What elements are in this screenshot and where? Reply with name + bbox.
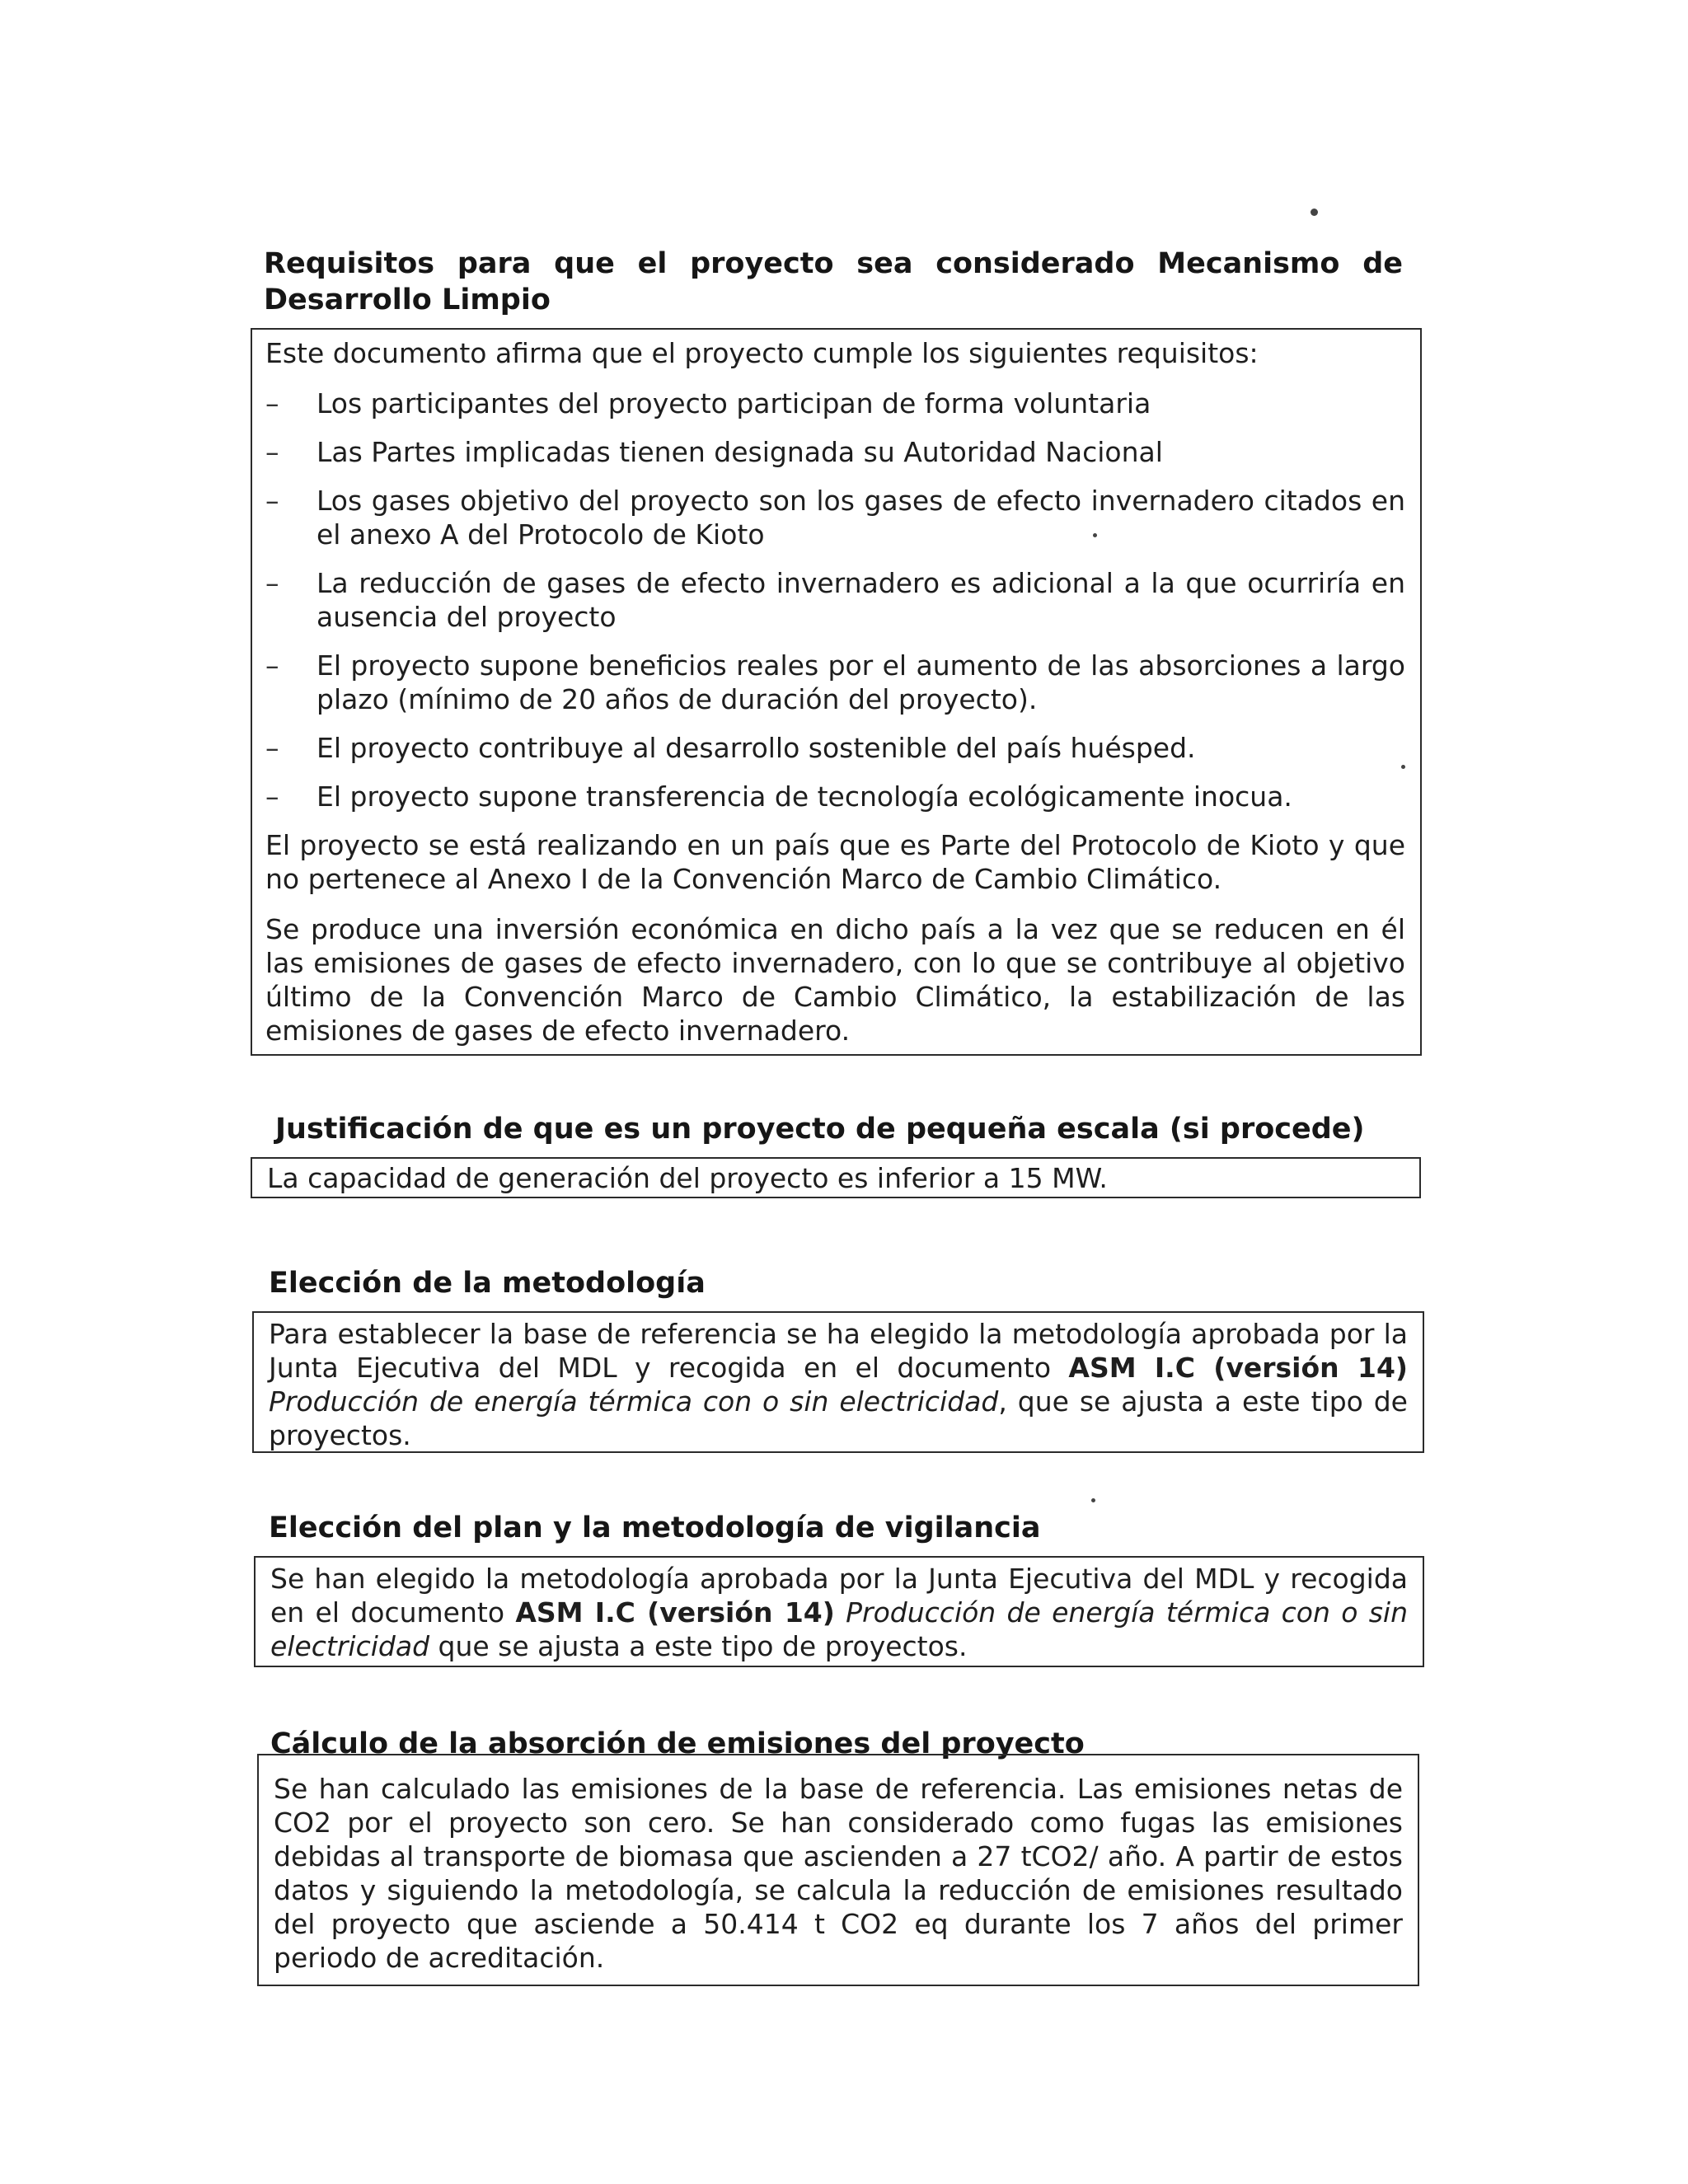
list-item [265, 731, 1405, 765]
dash-bullet: – [265, 485, 279, 517]
metodologia-title-italic: Producción de energía térmica con o sin electricidad [269, 1385, 999, 1418]
list-item [265, 387, 1405, 420]
vigilancia-reference: ASM I.C (versión 14) [515, 1596, 835, 1629]
list-item-text: El proyecto supone transferencia de tecnología ecológicamente inocua. [316, 780, 1292, 813]
vigilancia-title-italic: Producción de energía térmica con o sin electricidad [270, 1596, 1408, 1662]
section-title-requisitos: Requisitos para que el proyecto sea considerado Mecanismo de Desarrollo Limpio [264, 247, 1403, 316]
list-item [265, 484, 1405, 551]
list-item [265, 780, 1405, 813]
requisitos-paragraph-2: Se produce una inversión económica en dicho país a la vez que se reducen en él las emisiones de gases de efecto invernadero, con lo que se contribuye al objetivo último de la Convención Marco de Cambio Climático, la estabilización de las emisiones de gases de efecto invernadero. [265, 913, 1405, 1047]
dash-bullet: – [265, 732, 279, 764]
list-item-text: La reducción de gases de efecto invernadero es adicional a la que ocurriría en ausencia del proyecto [316, 567, 1405, 633]
scan-speck [1311, 209, 1318, 216]
metodologia-text [269, 1317, 1408, 1452]
metodologia-text-after: , que se ajusta a este tipo de proyectos. [269, 1385, 1408, 1451]
dash-bullet: – [265, 387, 279, 419]
vigilancia-text [270, 1562, 1408, 1663]
requisitos-list [265, 387, 1405, 813]
justificacion-text: La capacidad de generación del proyecto es inferior a 15 MW. [267, 1162, 1108, 1194]
scan-speck [1091, 1498, 1095, 1502]
section-title-justificacion: Justificación de que es un proyecto de pequeña escala (si procede) [275, 1113, 1365, 1146]
vigilancia-text-after: que se ajusta a este tipo de proyectos. [429, 1630, 968, 1662]
section-title-vigilancia: Elección del plan y la metodología de vigilancia [269, 1511, 1041, 1544]
vigilancia-box [254, 1556, 1424, 1667]
list-item-text: Los participantes del proyecto participan de forma voluntaria [316, 387, 1151, 419]
justificacion-box [251, 1157, 1421, 1198]
calculo-box [257, 1754, 1419, 1986]
dash-bullet: – [265, 436, 279, 468]
list-item [265, 649, 1405, 716]
list-item-text: El proyecto contribuye al desarrollo sostenible del país huésped. [316, 732, 1196, 764]
metodologia-reference: ASM I.C (versión 14) [1068, 1352, 1408, 1384]
vigilancia-text-before: Se han elegido la metodología aprobada por la Junta Ejecutiva del MDL y recogida en el documento [270, 1563, 1408, 1629]
metodologia-text-before: Para establecer la base de referencia se ha elegido la metodología aprobada por la Junta Ejecutiva del MDL y recogida en el documento [269, 1318, 1408, 1384]
section-title-calculo: Cálculo de la absorción de emisiones del proyecto [270, 1727, 1085, 1760]
dash-bullet: – [265, 567, 279, 599]
calculo-text: Se han calculado las emisiones de la base de referencia. Las emisiones netas de CO2 por el proyecto son cero. Se han considerado como fugas las emisiones debidas al transporte de biomasa que ascienden a 27 tCO2/ año. A partir de estos datos y siguiendo la metodología, se calcula la reducción de emisiones resultado del proyecto que asciende a 50.414 t CO2 eq durante los 7 años del primer periodo de acreditación. [274, 1773, 1403, 1974]
metodologia-box [252, 1311, 1424, 1453]
list-item [265, 566, 1405, 634]
list-item [265, 435, 1405, 469]
requisitos-intro: Este documento afirma que el proyecto cumple los siguientes requisitos: [265, 337, 1259, 369]
list-item-text: Las Partes implicadas tienen designada su Autoridad Nacional [316, 436, 1163, 468]
dash-bullet: – [265, 780, 279, 813]
requisitos-paragraph-1: El proyecto se está realizando en un país que es Parte del Protocolo de Kioto y que no pertenece al Anexo I de la Convención Marco de Cambio Climático. [265, 829, 1405, 895]
section-title-metodologia: Elección de la metodología [269, 1267, 706, 1300]
list-item-text: Los gases objetivo del proyecto son los gases de efecto invernadero citados en el anexo A del Protocolo de Kioto [316, 485, 1405, 551]
list-item-text: El proyecto supone beneficios reales por el aumento de las absorciones a largo plazo (mínimo de 20 años de duración del proyecto). [316, 649, 1405, 715]
requisitos-box [251, 328, 1422, 1056]
dash-bullet: – [265, 649, 279, 682]
